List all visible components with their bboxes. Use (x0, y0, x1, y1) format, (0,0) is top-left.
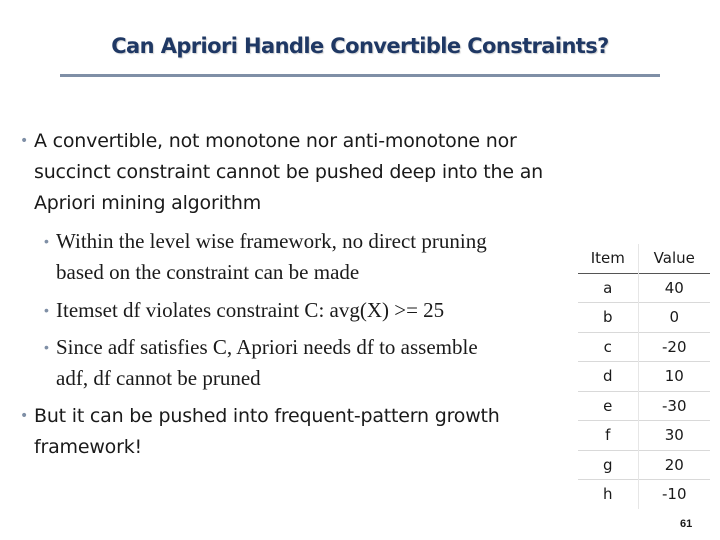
value-cell: 40 (638, 273, 710, 303)
item-cell: g (578, 450, 638, 480)
item-cell: b (578, 303, 638, 333)
table-row (578, 303, 710, 333)
bullet-1-line-1: A convertible, not monotone nor anti-monotone nor (34, 130, 517, 152)
table-row (578, 480, 710, 509)
item-cell: a (603, 278, 613, 297)
table-row (578, 391, 710, 421)
sub-bullet-1 (44, 226, 487, 288)
sub-bullet-3 (44, 332, 478, 394)
sub-bullet-1-line-2: based on the constraint can be made (56, 260, 360, 284)
bullet-1-line-2: succinct constraint cannot be pushed deep into the an (34, 161, 544, 183)
item-cell: h (578, 480, 638, 509)
value-cell: -20 (638, 332, 710, 362)
bullet-dot-icon: • (20, 133, 29, 149)
table-row (578, 273, 710, 303)
table-row (578, 332, 710, 362)
table-row (578, 362, 710, 392)
sub-bullet-2 (44, 295, 445, 326)
sub-bullet-3-line-1: Since adf satisfies C, Apriori needs df to assemble (56, 335, 478, 359)
bullet-2-line-1: But it can be pushed into frequent-pattern growth (34, 405, 500, 427)
title-divider (60, 74, 660, 77)
value-cell: -30 (638, 391, 710, 421)
item-cell: c (578, 332, 638, 362)
item-value-table (578, 244, 710, 509)
bullet-1-line-3: Apriori mining algorithm (34, 192, 262, 214)
value-cell: 10 (638, 362, 710, 392)
header-item: Item (590, 249, 625, 268)
sub-bullet-1-line-1: Within the level wise framework, no direct pruning (56, 229, 487, 253)
table-row (578, 450, 710, 480)
bullet-dot-icon: • (20, 408, 29, 424)
sub-bullet-3-line-2: adf, df cannot be pruned (56, 366, 261, 390)
item-cell: f (578, 421, 638, 451)
value-cell: -10 (638, 480, 710, 509)
value-cell: 0 (638, 303, 710, 333)
table-row (578, 421, 710, 451)
bullet-dot-icon: • (44, 339, 49, 355)
item-cell: d (578, 362, 638, 392)
bullet-dot-icon: • (44, 302, 49, 318)
table-header-row (578, 244, 710, 273)
value-cell: 20 (638, 450, 710, 480)
bullet-dot-icon: • (44, 233, 49, 249)
header-value: Value (638, 244, 710, 273)
bullet-2-line-2: framework! (34, 436, 142, 458)
slide-title: Can Apriori Handle Convertible Constraints? (111, 34, 609, 58)
value-cell: 30 (638, 421, 710, 451)
bullet-1 (20, 126, 544, 219)
item-cell: e (578, 391, 638, 421)
bullet-2 (20, 401, 500, 463)
sub-bullet-2-line-1: Itemset df violates constraint C: avg(X) >= 25 (56, 298, 445, 322)
page-number: 61 (680, 518, 693, 530)
